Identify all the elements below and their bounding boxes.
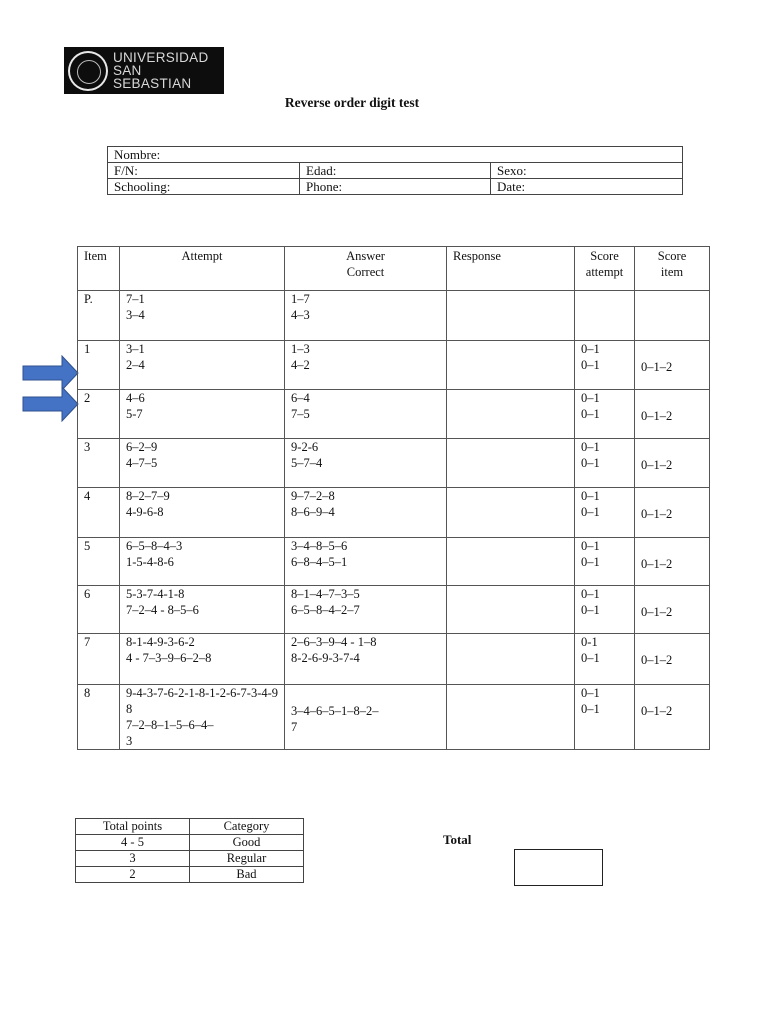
- points-cell: Total points: [76, 819, 190, 835]
- answer-line: 3–4–6–5–1–8–2–: [291, 704, 379, 718]
- row-score-attempt: [575, 341, 635, 390]
- table-body: [78, 291, 710, 685]
- table-row: [78, 341, 710, 390]
- row-answer: [285, 538, 447, 586]
- row-score-attempt: [575, 488, 635, 538]
- score-line: 0–1: [581, 702, 600, 716]
- score-line: 0–1: [581, 440, 600, 454]
- row-attempt: [120, 634, 285, 685]
- attempt-line: 5-7: [126, 407, 143, 421]
- answer-line: 1–7: [291, 292, 310, 306]
- row-answer: [285, 291, 447, 341]
- row-score-attempt: [575, 390, 635, 439]
- score-line: 0–1: [581, 505, 600, 519]
- item-label: 6: [84, 587, 91, 601]
- attempt-line: 3–4: [126, 308, 145, 322]
- category-table: [75, 818, 304, 883]
- score-line: 0–1: [581, 555, 600, 569]
- row-response[interactable]: [447, 586, 575, 634]
- header-score-attempt-line2: attempt: [585, 265, 624, 279]
- category-body: [76, 819, 304, 883]
- nombre-field[interactable]: Nombre:: [108, 147, 683, 163]
- row-answer: [285, 341, 447, 390]
- row-score-item: [635, 291, 710, 341]
- attempt-line: 8: [126, 702, 133, 716]
- attempt-line: 7–2–4 - 8–5–6: [126, 603, 199, 617]
- university-logo: [64, 47, 224, 94]
- score-line: 0-1: [581, 635, 598, 649]
- row-item: [78, 586, 120, 634]
- sexo-field[interactable]: Sexo:: [491, 163, 683, 179]
- answer-line: 6–4: [291, 391, 310, 405]
- item-label: 4: [84, 489, 91, 503]
- category-cell: Regular: [190, 851, 304, 867]
- row-score-item: [635, 341, 710, 390]
- row-answer: [285, 634, 447, 685]
- item-label: 1: [84, 342, 91, 356]
- row-item: 8: [78, 685, 120, 750]
- total-input-box[interactable]: [514, 849, 603, 886]
- row-item: [78, 488, 120, 538]
- table-row: [78, 538, 710, 586]
- row-response[interactable]: [447, 685, 575, 750]
- answer-line: 2–6–3–9–4 - 1–8: [291, 635, 377, 649]
- row-score-attempt: [575, 634, 635, 685]
- row-item: [78, 634, 120, 685]
- score-line: 0–1: [581, 456, 600, 470]
- row-score-item: [635, 586, 710, 634]
- row-attempt: [120, 439, 285, 488]
- answer-line: 3–4–8–5–6: [291, 539, 348, 553]
- fn-field[interactable]: F/N:: [108, 163, 300, 179]
- row-score-attempt: [575, 291, 635, 341]
- score-item-value: 0–1–2: [641, 458, 673, 472]
- answer-line: 8-2-6-9-3-7-4: [291, 651, 360, 665]
- points-cell: 4 - 5: [76, 835, 190, 851]
- score-line: 0–1: [581, 603, 600, 617]
- answer-line: 9–7–2–8: [291, 489, 335, 503]
- header-answer-line2: Correct: [346, 265, 385, 279]
- logo-line-2: SAN SEBASTIAN: [112, 63, 192, 91]
- score-line: 0–1: [581, 391, 600, 405]
- table-row: [78, 488, 710, 538]
- item-label: 5: [84, 539, 91, 553]
- row-answer: [285, 390, 447, 439]
- header-score-attempt: [575, 247, 635, 291]
- answer-line: 7–5: [291, 407, 310, 421]
- header-score-item-line1: Score: [657, 249, 687, 263]
- attempt-line: 4–6: [126, 391, 145, 405]
- attempt-line: 3–1: [126, 342, 145, 356]
- category-row: [76, 851, 304, 867]
- score-item-value: 0–1–2: [641, 557, 673, 571]
- answer-line: 7: [291, 720, 298, 734]
- table-row: [78, 439, 710, 488]
- row-score-item: 0–1–2: [635, 685, 710, 750]
- answer-line: 6–5–8–4–2–7: [291, 603, 360, 617]
- row-item: [78, 439, 120, 488]
- row-answer: [285, 488, 447, 538]
- form-row-2: [108, 163, 683, 179]
- answer-line: 4–2: [291, 358, 310, 372]
- score-line: 0–1: [581, 686, 600, 700]
- category-row: [76, 867, 304, 883]
- row-score-item: [635, 538, 710, 586]
- row-answer: [285, 586, 447, 634]
- header-score-item-line2: item: [660, 265, 684, 279]
- attempt-line: 8–2–7–9: [126, 489, 170, 503]
- category-header-row: [76, 819, 304, 835]
- table-row: [78, 634, 710, 685]
- header-answer: [285, 247, 447, 291]
- attempt-line: 1-5-4-8-6: [126, 555, 174, 569]
- attempt-line: 8-1-4-9-3-6-2: [126, 635, 195, 649]
- header-score-attempt-line1: Score: [590, 249, 619, 263]
- table-row: [78, 390, 710, 439]
- score-item-value: 0–1–2: [641, 653, 673, 667]
- header-response: Response: [447, 247, 575, 291]
- row-score-attempt: [575, 685, 635, 750]
- header-score-item: [635, 247, 710, 291]
- answer-line: 8–6–9–4: [291, 505, 335, 519]
- answer-line: 5–7–4: [291, 456, 323, 470]
- category-cell: Bad: [190, 867, 304, 883]
- row-answer: [285, 685, 447, 750]
- points-cell: 3: [76, 851, 190, 867]
- header-attempt: Attempt: [120, 247, 285, 291]
- category-cell: Category: [190, 819, 304, 835]
- header-item: Item: [78, 247, 120, 291]
- form-row-3: [108, 179, 683, 195]
- date-field[interactable]: Date:: [491, 179, 683, 195]
- phone-field[interactable]: Phone:: [300, 179, 491, 195]
- attempt-line: 4 - 7–3–9–6–2–8: [126, 651, 212, 665]
- table-row: [78, 291, 710, 341]
- row-response[interactable]: [447, 341, 575, 390]
- row-score-attempt: [575, 439, 635, 488]
- row-response[interactable]: [447, 634, 575, 685]
- attempt-line: 7–2–8–1–5–6–4–: [126, 718, 214, 732]
- score-line: 0–1: [581, 539, 600, 553]
- answer-line: 8–1–4–7–3–5: [291, 587, 360, 601]
- item-label: 3: [84, 440, 91, 454]
- row-score-attempt: [575, 538, 635, 586]
- attempt-line: 5-3-7-4-1-8: [126, 587, 185, 601]
- patient-info-form: [107, 146, 683, 195]
- row-attempt: [120, 488, 285, 538]
- row-item: [78, 538, 120, 586]
- score-line: 0–1: [581, 407, 600, 421]
- logo-line-1: UNIVERSIDAD: [112, 50, 209, 65]
- row-response[interactable]: [447, 390, 575, 439]
- attempt-line: 2–4: [126, 358, 145, 372]
- attempt-line: 6–2–9: [126, 440, 158, 454]
- row-score-item: [635, 488, 710, 538]
- score-line: 0–1: [581, 651, 600, 665]
- score-item-value: 0–1–2: [641, 360, 673, 374]
- item-label: P.: [84, 292, 93, 306]
- item-label: 2: [84, 391, 91, 405]
- schooling-field[interactable]: Schooling:: [108, 179, 300, 195]
- edad-field[interactable]: Edad:: [300, 163, 491, 179]
- item-label: 7: [84, 635, 91, 649]
- points-cell: 2: [76, 867, 190, 883]
- row-score-item: [635, 634, 710, 685]
- row-item: [78, 390, 120, 439]
- page-title: Reverse order digit test: [284, 95, 420, 110]
- answer-line: 9-2-6: [291, 440, 319, 454]
- row-answer: [285, 439, 447, 488]
- category-row: [76, 835, 304, 851]
- answer-line: 1–3: [291, 342, 310, 356]
- total-label: Total: [443, 832, 472, 847]
- score-item-value: 0–1–2: [641, 507, 673, 521]
- row-response[interactable]: [447, 439, 575, 488]
- attempt-line: 4–7–5: [126, 456, 158, 470]
- row-attempt: [120, 291, 285, 341]
- attempt-line: 6–5–8–4–3: [126, 539, 183, 553]
- score-line: 0–1: [581, 342, 600, 356]
- university-seal: [68, 51, 108, 91]
- row-attempt: [120, 390, 285, 439]
- right-arrow-icon: [22, 386, 79, 422]
- form-row-nombre: [108, 147, 683, 163]
- score-line: 0–1: [581, 489, 600, 503]
- attempt-line: 7–1: [126, 292, 145, 306]
- row-item: [78, 341, 120, 390]
- row-attempt: [120, 685, 285, 750]
- answer-line: 6–8–4–5–1: [291, 555, 348, 569]
- row-item: [78, 291, 120, 341]
- row-response[interactable]: [447, 538, 575, 586]
- row-score-item: [635, 390, 710, 439]
- table-row: [78, 586, 710, 634]
- table-row: [78, 685, 710, 750]
- row-score-attempt: [575, 586, 635, 634]
- row-response[interactable]: [447, 291, 575, 341]
- attempt-line: 9-4-3-7-6-2-1-8-1-2-6-7-3-4-9: [126, 686, 279, 700]
- answer-line: 4–3: [291, 308, 310, 322]
- score-item-value: 0–1–2: [641, 409, 673, 423]
- digit-test-table: [77, 246, 710, 750]
- row-attempt: [120, 586, 285, 634]
- attempt-line: 4-9-6-8: [126, 505, 164, 519]
- row-attempt: [120, 538, 285, 586]
- attempt-line: 3: [126, 734, 133, 748]
- row-score-item: [635, 439, 710, 488]
- row-response[interactable]: [447, 488, 575, 538]
- header-answer-line1: Answer: [346, 249, 385, 263]
- score-item-value: 0–1–2: [641, 605, 673, 619]
- score-line: 0–1: [581, 587, 600, 601]
- table-header-row: [78, 247, 710, 291]
- category-cell: Good: [190, 835, 304, 851]
- row-attempt: [120, 341, 285, 390]
- logo-text: [113, 51, 224, 90]
- score-line: 0–1: [581, 358, 600, 372]
